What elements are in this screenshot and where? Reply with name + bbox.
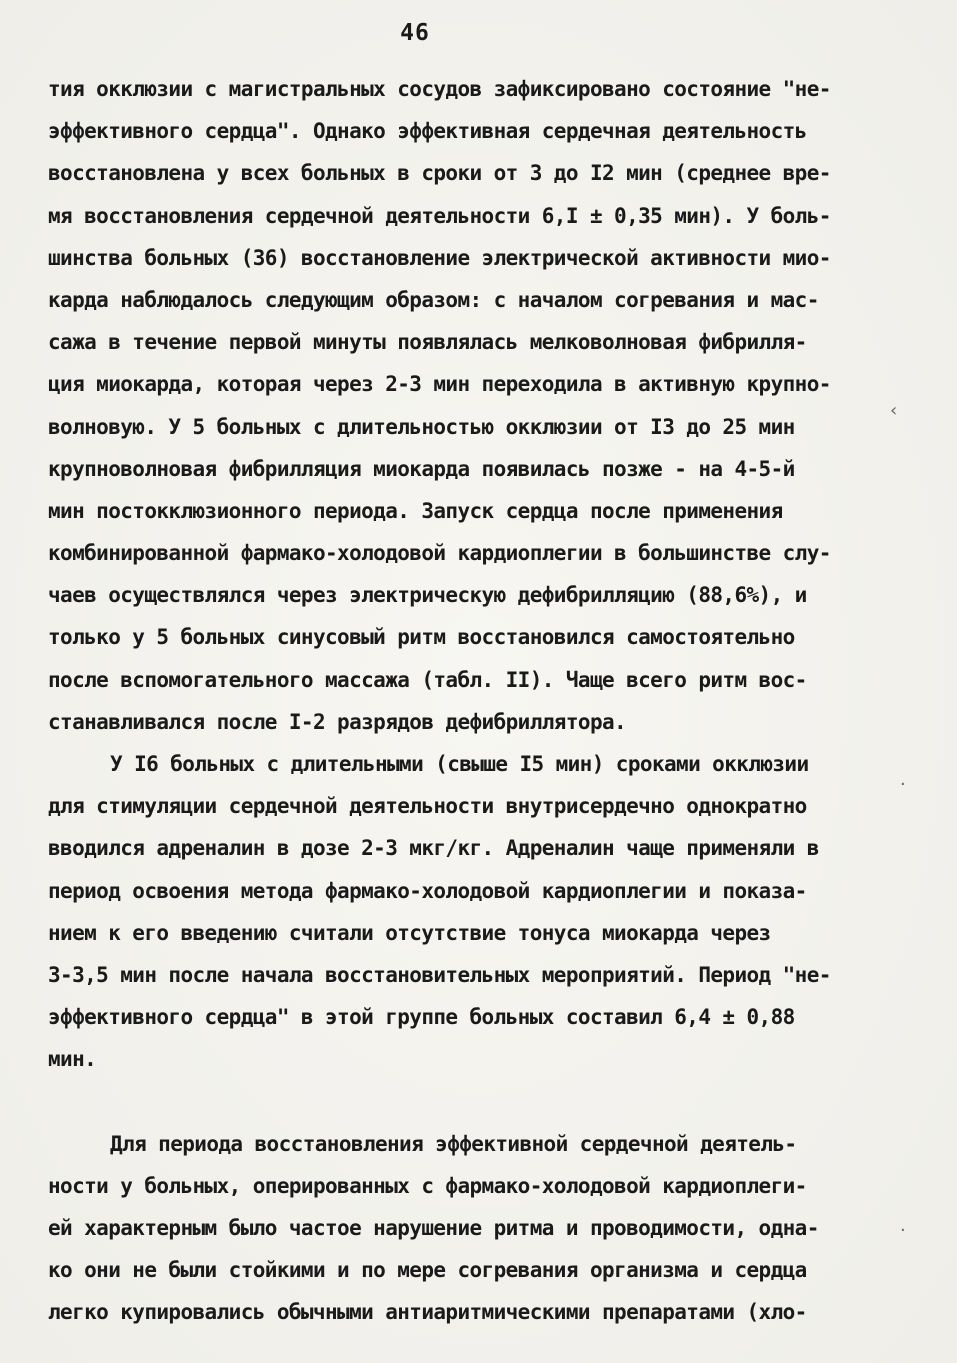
blank-line xyxy=(48,1081,898,1123)
text-line: крупноволновая фибрилляция миокарда появилась позже - на 4-5-й xyxy=(48,456,795,481)
paragraph-first-line: Для периода восстановления эффективной сердечной деятель- xyxy=(110,1131,797,1156)
text-line: ей характерным было частое нарушение ритма и проводимости, одна- xyxy=(48,1216,819,1241)
text-line: ция миокарда, которая через 2-3 мин переходила в активную крупно- xyxy=(48,372,831,397)
text-line: ко они не были стойкими и по мере согревания организма и сердца xyxy=(48,1258,807,1283)
text-line: нием к его введению считали отсутствие тонуса миокарда через xyxy=(48,920,771,945)
body-text xyxy=(48,68,898,1334)
text-line: комбинированной фармако-холодовой кардиоплегии в большинстве слу- xyxy=(48,541,831,566)
text-line: карда наблюдалось следующим образом: с началом согревания и мас- xyxy=(48,287,819,312)
text-line: период освоения метода фармако-холодовой кардиоплегии и показа- xyxy=(48,878,807,903)
text-line: мя восстановления сердечной деятельности 6,I ± 0,35 мин). У боль- xyxy=(48,203,831,228)
text-line: сажа в течение первой минуты появлялась мелковолновая фибрилля- xyxy=(48,330,807,355)
text-line: волновую. У 5 больных с длительностью окклюзии от I3 до 25 мин xyxy=(48,414,795,439)
margin-mark: ‹ xyxy=(890,400,898,421)
margin-mark: · xyxy=(900,1220,906,1241)
text-line: мин. xyxy=(48,1047,97,1072)
text-line: только у 5 больных синусовый ритм восстановился самостоятельно xyxy=(48,625,795,650)
text-line: 3-3,5 мин после начала восстановительных мероприятий. Период "не- xyxy=(48,962,831,987)
text-line: чаев осуществлялся через электрическую дефибрилляцию (88,6%), и xyxy=(48,583,807,608)
text-line: ности у больных, оперированных с фармако-холодовой кардиоплеги- xyxy=(48,1173,807,1198)
text-line: вводился адреналин в дозе 2-3 мкг/кг. Адреналин чаще применяли в xyxy=(48,836,819,861)
page-number: 46 xyxy=(400,20,430,46)
text-line: шинства больных (36) восстановление электрической активности мио- xyxy=(48,245,831,270)
margin-mark: · xyxy=(900,774,906,795)
text-line: легко купировались обычными антиаритмическими препаратами (хло- xyxy=(48,1300,807,1325)
text-line: эффективного сердца" в этой группе больных составил 6,4 ± 0,88 xyxy=(48,1005,795,1030)
text-line: тия окклюзии с магистральных сосудов зафиксировано состояние "не- xyxy=(48,77,831,101)
text-line: после вспомогательного массажа (табл. II). Чаще всего ритм вос- xyxy=(48,667,807,692)
text-line: эффективного сердца". Однако эффективная сердечная деятельность xyxy=(48,119,807,144)
paragraph-first-line: У I6 больных с длительными (свыше I5 мин) сроками окклюзии xyxy=(110,752,809,776)
text-line: станавливался после I-2 разрядов дефибриллятора. xyxy=(48,709,627,734)
text-line: мин постокклюзионного периода. Запуск сердца после применения xyxy=(48,498,783,523)
text-line: восстановлена у всех больных в сроки от 3 до I2 мин (среднее вре- xyxy=(48,161,831,186)
text-line: для стимуляции сердечной деятельности внутрисердечно однократно xyxy=(48,794,807,819)
